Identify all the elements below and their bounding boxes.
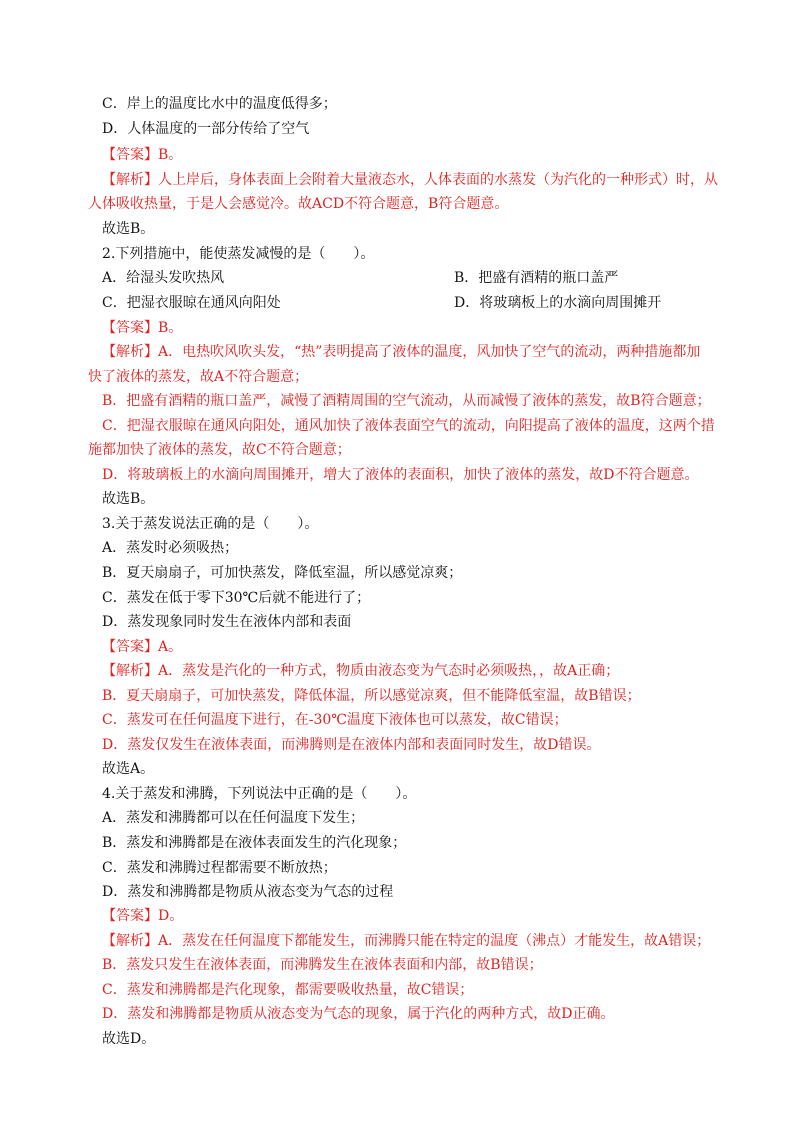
q2-option-d: D．将玻璃板上的水滴向周围摊开 (454, 295, 662, 311)
q1-option-d: D．人体温度的一部分传给了空气 (102, 121, 310, 137)
q4-answer (102, 906, 183, 926)
analysis-text: 人上岸后，身体表面上会附着大量液态水，人体表面的水蒸发（为汽化的一种形式）时，从 (158, 172, 718, 188)
q3-option-b: B．夏天扇扇子，可加快蒸发，降低室温，所以感觉凉爽； (102, 565, 463, 581)
q4-analysis-line: B．蒸发只发生在液体表面，而沸腾发生在液体表面和内部，故B错误； (102, 957, 543, 973)
q2-analysis-line: 快了液体的蒸发，故A不符合题意； (88, 369, 309, 385)
answer-tag: 【答案】 (102, 908, 158, 924)
q3-analysis-line (102, 661, 619, 681)
analysis-text: A．蒸发是汽化的一种方式，物质由液态变为气态时必须吸热，，故A正确； (158, 663, 620, 679)
analysis-tag: 【解析】 (102, 172, 158, 188)
q3-conclusion: 故选A。 (102, 761, 155, 777)
answer-value: A。 (158, 639, 183, 655)
answer-tag: 【答案】 (102, 147, 158, 163)
answer-value: D。 (158, 908, 184, 924)
q4-option-a: A．蒸发和沸腾都可以在任何温度下发生； (102, 810, 365, 826)
answer-value: B。 (158, 320, 183, 336)
q2-conclusion: 故选B。 (102, 491, 155, 507)
q2-answer (102, 318, 182, 338)
analysis-tag: 【解析】 (102, 344, 158, 360)
q4-stem: 4.关于蒸发和沸腾，下列说法中正确的是（ ）。 (102, 786, 417, 802)
q2-analysis-line (102, 342, 700, 362)
q1-analysis-line: 人体吸收热量，于是人会感觉冷。故ACD不符合题意，B符合题意。 (88, 196, 509, 212)
analysis-text: A．蒸发在任何温度下都能发生，而沸腾只能在特定的温度（沸点）才能发生，故A错误； (158, 933, 711, 949)
analysis-tag: 【解析】 (102, 933, 158, 949)
q3-option-a: A．蒸发时必须吸热； (102, 540, 239, 556)
q2-option-a: A．给湿头发吹热风 (102, 270, 225, 286)
q1-conclusion: 故选B。 (102, 221, 155, 237)
q4-option-d: D．蒸发和沸腾都是物质从液态变为气态的过程 (102, 884, 394, 900)
q1-answer (102, 145, 182, 165)
q2-option-b: B．把盛有酒精的瓶口盖严 (454, 270, 619, 286)
q2-option-row (102, 268, 619, 288)
q4-option-c: C．蒸发和沸腾过程都需要不断放热； (102, 860, 337, 876)
q3-analysis-line: D．蒸发仅发生在液体表面，而沸腾则是在液体内部和表面同时发生，故D错误。 (102, 737, 601, 753)
q4-option-b: B．蒸发和沸腾都是在液体表面发生的汽化现象； (102, 835, 407, 851)
q2-analysis-line: 施都加快了液体的蒸发，故C不符合题意； (88, 442, 351, 458)
q2-option-c: C．把湿衣服晾在通风向阳处 (102, 295, 281, 311)
q4-analysis-line (102, 931, 710, 951)
q3-analysis-line: B．夏天扇扇子，可加快蒸发，降低体温，所以感觉凉爽，但不能降低室温，故B错误； (102, 688, 641, 704)
q3-analysis-line: C．蒸发可在任何温度下进行，在-30℃温度下液体也可以蒸发，故C错误； (102, 712, 568, 728)
q2-analysis-line: C．把湿衣服晾在通风向阳处，通风加快了液体表面空气的流动，向阳提高了液体的温度，这两个措 (102, 418, 715, 434)
q1-option-c: C．岸上的温度比水中的温度低得多； (102, 96, 337, 112)
q2-stem: 2.下列措施中，能使蒸发减慢的是（ ）。 (102, 246, 375, 262)
q3-stem: 3.关于蒸发说法正确的是（ ）。 (102, 516, 319, 532)
q3-option-d: D．蒸发现象同时发生在液体内部和表面 (102, 614, 352, 630)
q4-conclusion: 故选D。 (102, 1031, 156, 1047)
q3-answer (102, 637, 182, 657)
answer-value: B。 (158, 147, 183, 163)
q2-analysis-line: B．把盛有酒精的瓶口盖严，减慢了酒精周围的空气流动，从而减慢了液体的蒸发，故B符合题意； (102, 393, 711, 409)
q1-analysis-line (102, 170, 718, 190)
q4-analysis-line: C．蒸发和沸腾都是汽化现象，都需要吸收热量，故C错误； (102, 982, 474, 998)
answer-tag: 【答案】 (102, 639, 158, 655)
q2-option-row (102, 293, 662, 313)
analysis-tag: 【解析】 (102, 663, 158, 679)
analysis-text: A．电热吹风吹头发，“热”表明提高了液体的温度，风加快了空气的流动，两种措施都加 (158, 344, 701, 360)
q2-analysis-line: D．将玻璃板上的水滴向周围摊开，增大了液体的表面积，加快了液体的蒸发，故D不符合题意。 (102, 467, 699, 483)
q3-option-c: C．蒸发在低于零下30℃后就不能进行了； (102, 590, 371, 606)
answer-tag: 【答案】 (102, 320, 158, 336)
q4-analysis-line: D．蒸发和沸腾都是物质从液态变为气态的现象，属于汽化的两种方式，故D正确。 (102, 1006, 615, 1022)
